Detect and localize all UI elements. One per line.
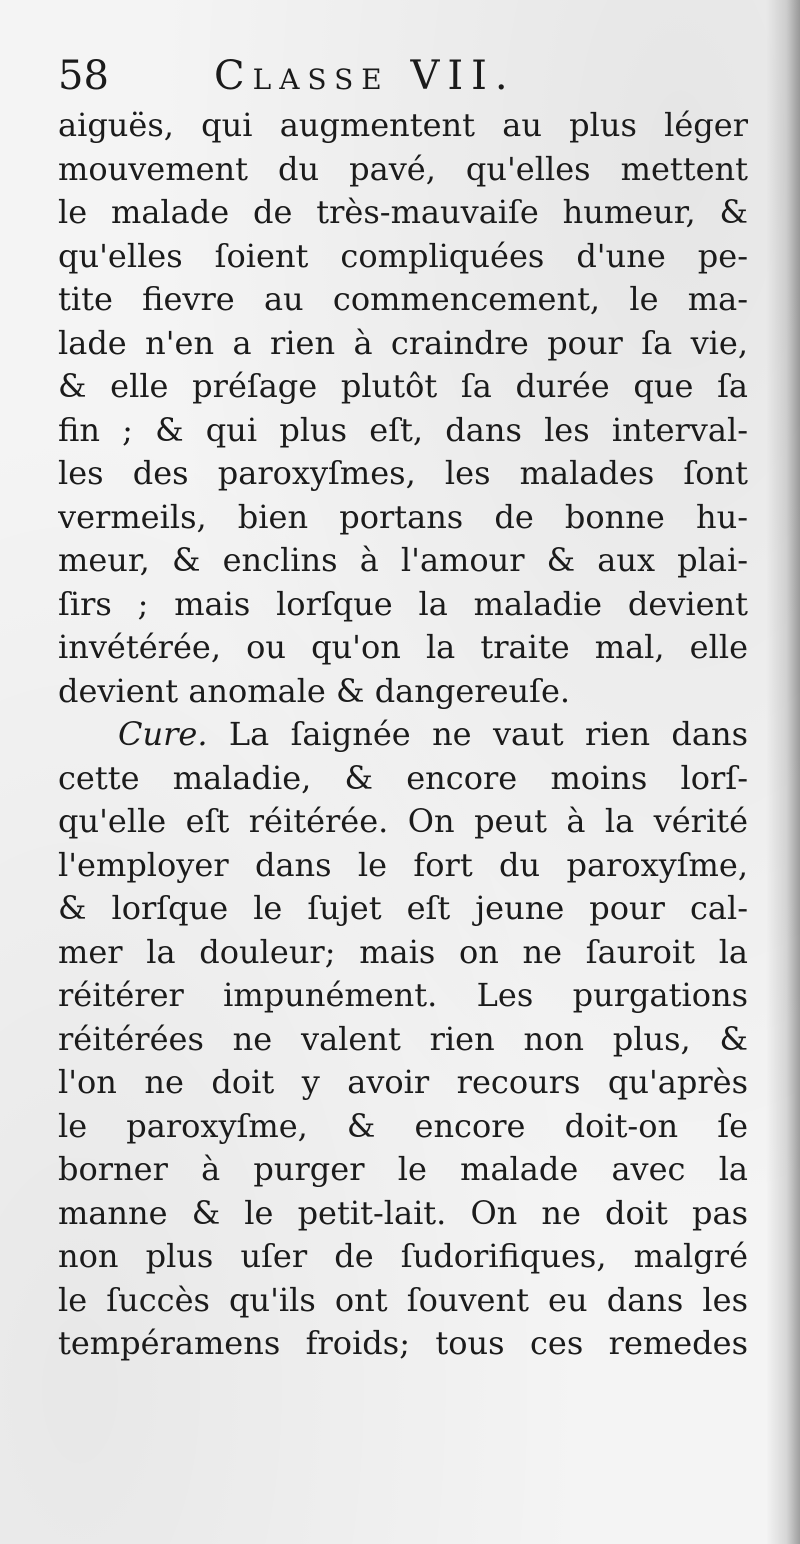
- text-line: invétérée, ou qu'on la traite mal, elle: [58, 628, 748, 666]
- paragraph-cure: [58, 713, 748, 1366]
- text-line: & elle préſage plutôt ſa durée que ſa: [58, 367, 748, 405]
- text-line: l'on ne doit y avoir recours qu'après: [58, 1063, 748, 1101]
- text-line: le ſuccès qu'ils ont ſouvent eu dans les: [58, 1280, 748, 1319]
- text-line: devient anomale & dangereuſe.: [58, 671, 571, 710]
- text-line: qu'elles ſoient compliquées d'une pe-: [58, 236, 748, 275]
- running-title: Classe VII.: [214, 53, 516, 99]
- text-line: meur, & enclins à l'amour & aux plai-: [58, 541, 748, 579]
- cure-first-line: La ſaignée ne vaut rien dans: [228, 715, 748, 753]
- page-header: [40, 44, 760, 104]
- body-text: [58, 104, 748, 1366]
- text-line: qu'elle eſt réitérée. On peut à la vérité: [58, 802, 748, 840]
- text-line: aiguës, qui augmentent au plus léger: [58, 106, 748, 144]
- text-line: mouvement du pavé, qu'elles mettent: [58, 149, 748, 188]
- text-line: manne & le petit-lait. On ne doit pas: [58, 1193, 748, 1232]
- text-line: cette maladie, & encore moins lorſ-: [58, 758, 748, 797]
- text-line: mer la douleur; mais on ne ſauroit la: [58, 932, 748, 971]
- text-line: lade n'en a rien à craindre pour ſa vie,: [58, 323, 748, 362]
- text-line: réitérer impunément. Les purgations: [58, 976, 748, 1014]
- text-line: l'employer dans le fort du paroxyſme,: [58, 845, 748, 884]
- text-line: le malade de très-mauvaiſe humeur, &: [58, 193, 748, 231]
- text-line: [58, 713, 748, 757]
- text-line: borner à purger le malade avec la: [58, 1150, 748, 1188]
- text-line: le paroxyſme, & encore doit-on ſe: [58, 1106, 748, 1145]
- cure-heading: Cure.: [118, 715, 208, 753]
- text-line: vermeils, bien portans de bonne hu-: [58, 497, 748, 536]
- text-line: fin ; & qui plus eſt, dans les interval-: [58, 410, 748, 449]
- text-line: tempéramens froids; tous ces remedes: [58, 1324, 748, 1362]
- page-number: 58: [58, 53, 109, 99]
- text-line: les des paroxyſmes, les malades ſont: [58, 454, 748, 492]
- text-line: réitérées ne valent rien non plus, &: [58, 1019, 748, 1058]
- text-line: & lorſque le ſujet eſt jeune pour cal-: [58, 889, 748, 927]
- page-spine-shadow: [766, 0, 800, 1544]
- text-line: tite fievre au commencement, le ma-: [58, 280, 748, 318]
- text-line: ſirs ; mais lorſque la maladie devient: [58, 584, 748, 623]
- text-line: non plus uſer de ſudorifiques, malgré: [58, 1237, 748, 1275]
- paragraph-symptoms: [58, 104, 748, 713]
